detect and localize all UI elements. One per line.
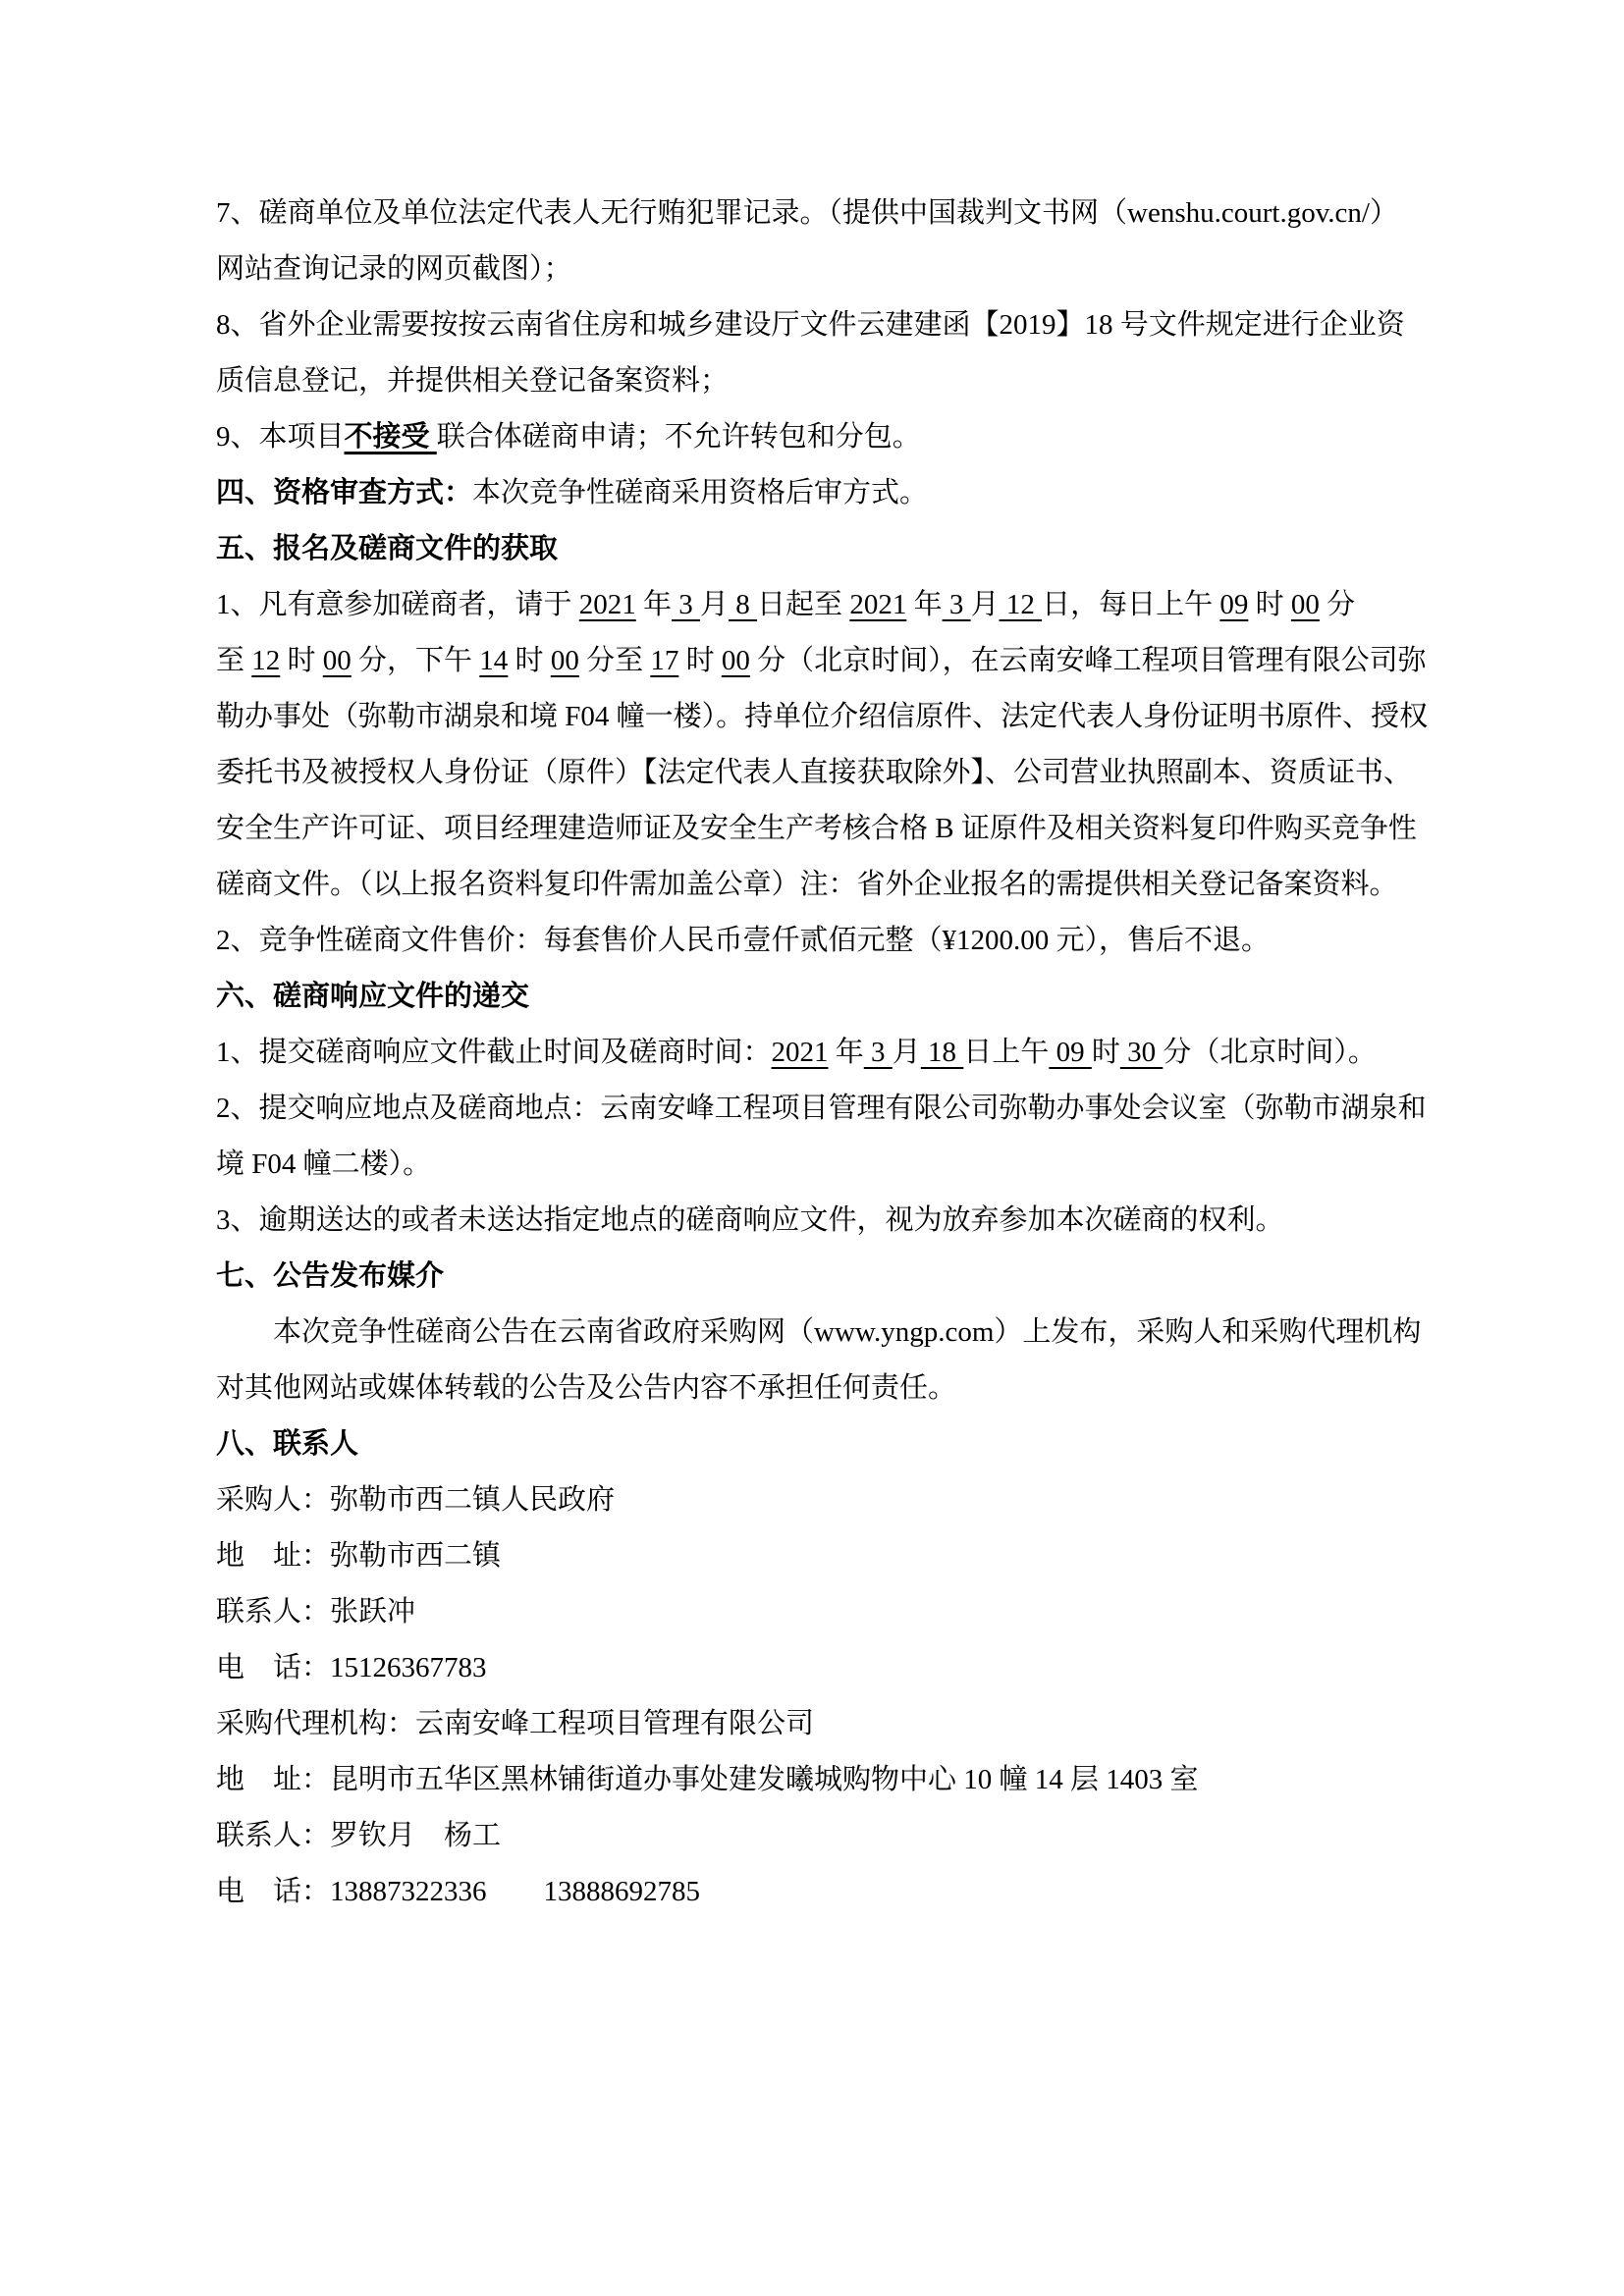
section5-item1-line3 <box>216 689 1428 745</box>
item8-line2 <box>216 353 1428 409</box>
text-segment: 地 址：弥勒市西二镇 <box>216 1540 502 1572</box>
section6-heading <box>216 969 1428 1025</box>
underlined-field: 30 <box>1119 1037 1164 1068</box>
text-segment: 日上午 <box>963 1037 1050 1068</box>
underlined-field: 00 <box>550 645 579 676</box>
underlined-field: 3 <box>942 589 971 620</box>
item7-line1 <box>216 186 1428 241</box>
underlined-field: 8 <box>729 589 758 620</box>
text-segment: 7、磋商单位及单位法定代表人无行贿犯罪记录。（提供中国裁判文书网（wenshu.court.gov.cn/） <box>216 197 1398 229</box>
underlined-field: 3 <box>863 1037 893 1068</box>
agency-address <box>216 1752 1428 1808</box>
text-segment: 分，下午 <box>351 645 480 676</box>
text-segment: 磋商文件。（以上报名资料复印件需加盖公章）注：省外企业报名的需提供相关登记备案资料。 <box>216 869 1398 900</box>
section4-heading <box>216 465 1428 521</box>
heading-text: 五、报名及磋商文件的获取 <box>216 533 559 564</box>
text-segment: 时 <box>1248 589 1291 620</box>
text-segment: 年 <box>906 589 943 620</box>
heading-text: 六、磋商响应文件的递交 <box>216 981 530 1012</box>
section6-item3 <box>216 1193 1428 1249</box>
text-segment: 质信息登记，并提供相关登记备案资料； <box>216 365 730 397</box>
item9 <box>216 409 1428 465</box>
section6-item2-line2 <box>216 1137 1428 1193</box>
underlined-field: 09 <box>1049 1037 1092 1068</box>
heading-text: 八、联系人 <box>216 1428 359 1460</box>
underlined-field: 14 <box>479 645 509 676</box>
text-segment: 联系人：罗钦月 杨工 <box>216 1820 502 1851</box>
text-segment: 日，每日上午 <box>1042 589 1220 620</box>
text-segment: 电 话：15126367783 <box>216 1652 487 1683</box>
underlined-field: 18 <box>920 1037 964 1068</box>
section6-item2-line1 <box>216 1081 1428 1137</box>
text-segment: 2、提交响应地点及磋商地点：云南安峰工程项目管理有限公司弥勒办事处会议室（弥勒市湖泉和 <box>216 1093 1427 1124</box>
text-segment: 分 <box>1319 589 1356 620</box>
text-segment: 安全生产许可证、项目经理建造师证及安全生产考核合格 B 证原件及相关资料复印件购买竞争性 <box>216 813 1417 844</box>
text-segment: 分（北京时间），在云南安峰工程项目管理有限公司弥 <box>749 645 1427 676</box>
text-segment: 月 <box>700 589 730 620</box>
underlined-field: 2021 <box>849 589 907 620</box>
section5-item1-line4 <box>216 745 1428 801</box>
text-segment: 采购人：弥勒市西二镇人民政府 <box>216 1484 616 1516</box>
text-segment: 1、提交磋商响应文件截止时间及磋商时间： <box>216 1037 772 1068</box>
document-body <box>216 186 1428 1920</box>
item8-line1 <box>216 297 1428 353</box>
text-segment: 勒办事处（弥勒市湖泉和境 F04 幢一楼）。持单位介绍信原件、法定代表人身份证明书原件、授权 <box>216 701 1429 732</box>
underlined-field: 12 <box>999 589 1043 620</box>
text-segment: 3、逾期送达的或者未送达指定地点的磋商响应文件，视为放弃参加本次磋商的权利。 <box>216 1204 1284 1236</box>
text-segment: 1、凡有意参加磋商者，请于 <box>216 589 579 620</box>
text-segment: 分至 <box>578 645 651 676</box>
text-segment: 月 <box>970 589 1000 620</box>
section5-item2 <box>216 913 1428 969</box>
text-segment: 8、省外企业需要按按云南省住房和城乡建设厅文件云建建函【2019】18 号文件规定进行企业资 <box>216 309 1405 341</box>
section5-heading <box>216 521 1428 577</box>
text-segment: 委托书及被授权人身份证（原件）【法定代表人直接获取除外】、公司营业执照副本、资质证书、 <box>216 757 1413 788</box>
text-segment: 对其他网站或媒体转载的公告及公告内容不承担任何责任。 <box>216 1372 957 1404</box>
agency-name <box>216 1696 1428 1752</box>
section5-item1-line5 <box>216 801 1428 857</box>
heading-text: 七、公告发布媒介 <box>216 1260 445 1292</box>
underlined-field: 00 <box>322 645 352 676</box>
text-segment: 分（北京时间）。 <box>1163 1037 1377 1068</box>
underlined-field: 不接受 <box>344 421 437 453</box>
text-segment: 时 <box>1091 1037 1120 1068</box>
text-segment: 地 址：昆明市五华区黑林铺街道办事处建发曦城购物中心 10 幢 14 层 1403 室 <box>216 1764 1199 1795</box>
text-segment: 时 <box>280 645 323 676</box>
text-segment: 2、竞争性磋商文件售价：每套售价人民币壹仟贰佰元整（¥1200.00 元），售后不退。 <box>216 925 1271 956</box>
section8-heading <box>216 1416 1428 1472</box>
underlined-field: 09 <box>1219 589 1249 620</box>
section6-item1 <box>216 1025 1428 1081</box>
text-segment: 采购代理机构：云南安峰工程项目管理有限公司 <box>216 1708 815 1739</box>
text-segment: 境 F04 幢二楼）。 <box>216 1148 432 1180</box>
text-segment: 联合体磋商申请；不允许转包和分包。 <box>436 421 921 453</box>
section5-item1-line2 <box>216 633 1428 689</box>
agency-phone <box>216 1864 1428 1920</box>
text-segment: 年 <box>635 589 673 620</box>
text-segment: 至 <box>216 645 252 676</box>
section7-para-line2 <box>216 1361 1428 1416</box>
text-segment: 时 <box>508 645 551 676</box>
text-segment: 日起至 <box>757 589 850 620</box>
heading-text: 四、资格审查方式： <box>216 477 473 508</box>
text-segment: 本次竞争性磋商公告在云南省政府采购网（www.yngp.com）上发布，采购人和采购代理机构 <box>273 1316 1422 1348</box>
text-segment: 联系人：张跃冲 <box>216 1596 416 1628</box>
agency-contact <box>216 1808 1428 1864</box>
underlined-field: 12 <box>251 645 281 676</box>
text-segment: 9、本项目 <box>216 421 345 453</box>
underlined-field: 00 <box>1290 589 1320 620</box>
text-segment: 网站查询记录的网页截图）； <box>216 253 572 285</box>
text-segment: 时 <box>678 645 722 676</box>
underlined-field: 2021 <box>771 1037 829 1068</box>
section7-heading <box>216 1249 1428 1305</box>
text-segment: 月 <box>892 1037 921 1068</box>
text-segment: 电 话：13887322336 13888692785 <box>216 1876 701 1907</box>
underlined-field: 17 <box>650 645 679 676</box>
underlined-field: 3 <box>672 589 701 620</box>
underlined-field: 00 <box>721 645 750 676</box>
section5-item1-line1 <box>216 577 1428 633</box>
purchaser-name <box>216 1472 1428 1528</box>
purchaser-contact <box>216 1584 1428 1640</box>
text-segment: 年 <box>828 1037 864 1068</box>
section5-item1-line6 <box>216 857 1428 913</box>
text-segment: 本次竞争性磋商采用资格后审方式。 <box>472 477 929 508</box>
section7-para-line1 <box>216 1305 1428 1361</box>
purchaser-phone <box>216 1640 1428 1696</box>
underlined-field: 2021 <box>578 589 636 620</box>
purchaser-address <box>216 1528 1428 1584</box>
item7-line2 <box>216 241 1428 297</box>
